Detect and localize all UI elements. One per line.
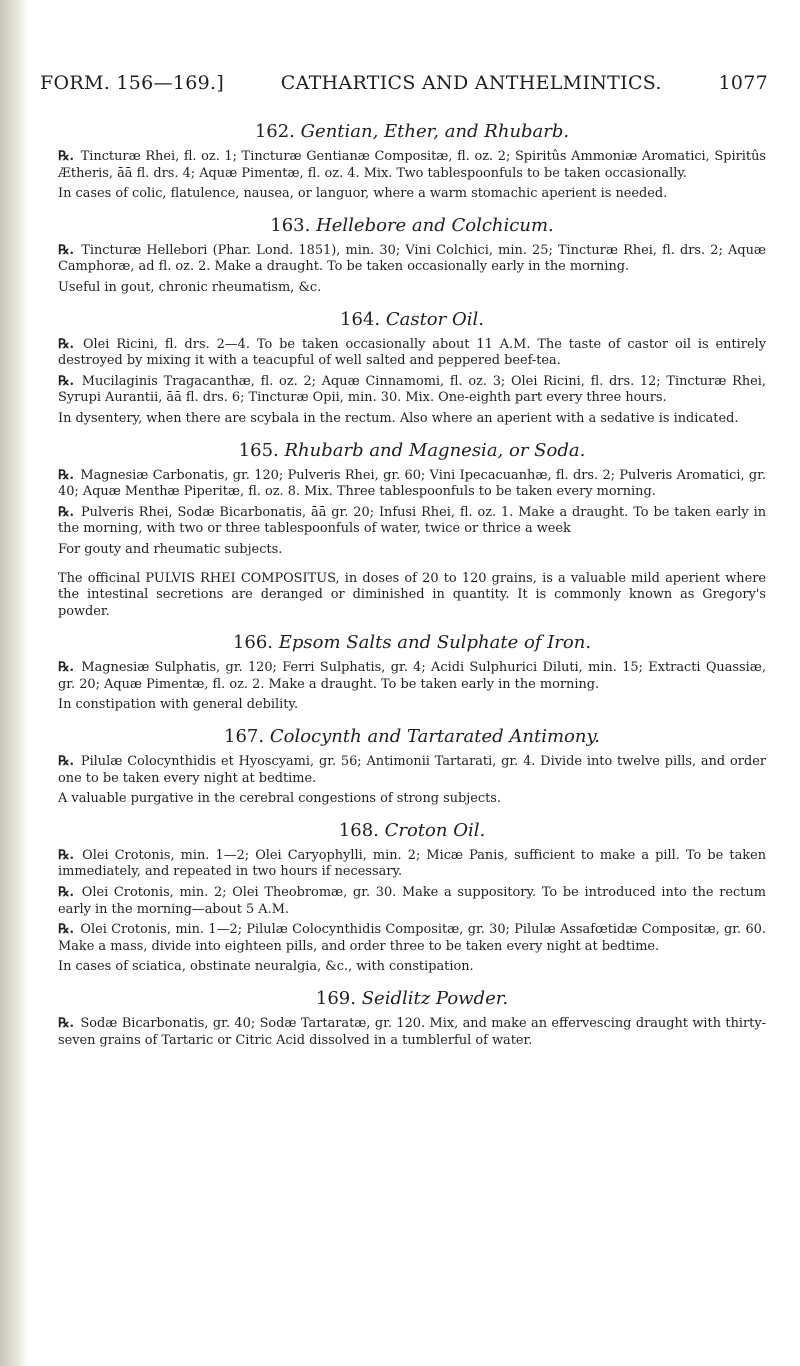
section-title: Croton Oil.	[384, 819, 486, 841]
section-title: Colocynth and Tartarated Antimony.	[269, 726, 600, 748]
prescription-paragraph	[58, 505, 766, 538]
section-number: 163.	[270, 214, 311, 236]
recipe-symbol: ℞.	[58, 1016, 75, 1031]
paragraph-text: In constipation with general debility.	[58, 697, 299, 713]
section-heading	[58, 988, 766, 1010]
paragraph-text: Pulveris Rhei, Sodæ Bicarbonatis, āā gr. 20; Infusi Rhei, fl. oz. 1. Make a draught. To be taken early in the morning, with two or three tablespoonfuls of water, twice or thrice a week	[58, 504, 766, 537]
section-number: 167.	[224, 726, 265, 748]
paragraph-text: Useful in gout, chronic rheumatism, &c.	[58, 279, 322, 295]
section-title: Seidlitz Powder.	[361, 988, 509, 1009]
section-title: Castor Oil.	[385, 308, 484, 330]
section-title: Rhubarb and Magnesia, or Soda.	[284, 439, 586, 461]
note-paragraph	[58, 411, 766, 428]
section-heading	[58, 121, 766, 143]
paragraph-text: The officinal PULVIS RHEI COMPOSITUS, in doses of 20 to 120 grains, is a valuable mild aperient where the intestinal secretions are deranged or diminished in quantity. It is commonly known as Gregory's powder.	[58, 570, 766, 619]
section-title: Epsom Salts and Sulphate of Iron.	[278, 632, 592, 654]
paragraph-text: A valuable purgative in the cerebral congestions of strong subjects.	[58, 791, 502, 807]
prescription-paragraph	[58, 885, 766, 918]
paragraph-text: Olei Crotonis, min. 2; Olei Theobromæ, gr. 30. Make a suppository. To be introduced into the rectum early in the morning—about 5 A.M.	[58, 885, 766, 917]
section-number: 164.	[340, 308, 381, 330]
page-number: 1077	[718, 72, 768, 94]
paragraph-text: Olei Crotonis, min. 1—2; Olei Caryophylli, min. 2; Micæ Panis, sufficient to make a pill. To be taken immediately, and repeated in two hours if necessary.	[58, 847, 766, 880]
note-paragraph	[58, 186, 766, 203]
prescription-paragraph	[58, 243, 766, 276]
section-heading	[58, 820, 766, 842]
recipe-symbol: ℞.	[58, 149, 75, 164]
section-heading	[58, 215, 766, 237]
section-title: Gentian, Ether, and Rhubarb.	[300, 121, 570, 142]
recipe-symbol: ℞.	[58, 242, 75, 258]
paragraph-text: Tincturæ Rhei, fl. oz. 1; Tincturæ Gentianæ Compositæ, fl. oz. 2; Spiritûs Ammoniæ Aromatici, Spiritûs Ætheris, āā fl. drs. 4; Aquæ Pimentæ, fl. oz. 4. Mix. Two tablespoonfuls to be taken occasionally.	[58, 149, 766, 181]
recipe-symbol: ℞.	[58, 373, 75, 389]
paragraph-text: For gouty and rheumatic subjects.	[58, 541, 283, 557]
section-number: 166.	[232, 632, 273, 654]
note-paragraph	[58, 542, 766, 559]
recipe-symbol: ℞.	[58, 754, 75, 770]
recipe-symbol: ℞.	[58, 467, 75, 483]
prescription-paragraph	[58, 848, 766, 881]
prescription-paragraph	[58, 468, 766, 501]
formula-section	[58, 121, 766, 203]
section-heading	[58, 440, 766, 462]
form-reference: FORM. 156—169.]	[40, 72, 225, 94]
formula-section	[58, 215, 766, 297]
page-body	[58, 121, 766, 1049]
section-number: 165.	[238, 439, 279, 461]
paragraph-text: Mucilaginis Tragacanthæ, fl. oz. 2; Aquæ Cinnamomi, fl. oz. 3; Olei Ricini, fl. drs. 12; Tincturæ Rhei, Syrupi Aurantii, āā fl. drs. 6; Tincturæ Opii, min. 30. Mix. One-eighth part every three hours.	[58, 373, 766, 406]
note-paragraph	[58, 697, 766, 714]
paragraph-text: Tincturæ Hellebori (Phar. Lond. 1851), min. 30; Vini Colchici, min. 25; Tincturæ Rhei, fl. drs. 2; Aquæ Camphoræ, ad fl. oz. 2. Make a draught. To be taken occasionally early in the morning.	[58, 242, 766, 275]
prescription-paragraph	[58, 1016, 766, 1049]
note-paragraph	[58, 959, 766, 976]
paragraph-text: Magnesiæ Carbonatis, gr. 120; Pulveris Rhei, gr. 60; Vini Ipecacuanhæ, fl. drs. 2; Pulveris Aromatici, gr. 40; Aquæ Menthæ Piperitæ, fl. oz. 8. Mix. Three tablespoonfuls to be taken every morning.	[58, 467, 766, 500]
recipe-symbol: ℞.	[58, 504, 75, 520]
section-title: Hellebore and Colchicum.	[316, 214, 554, 236]
section-heading	[58, 309, 766, 331]
paragraph-text: Sodæ Bicarbonatis, gr. 40; Sodæ Tartaratæ, gr. 120. Mix, and make an effervescing draught with thirty-seven grains of Tartaric or Citric Acid dissolved in a tumblerful of water.	[58, 1016, 766, 1048]
paragraph-text: In cases of colic, flatulence, nausea, or languor, where a warm stomachic aperient is needed.	[58, 186, 668, 202]
section-heading	[58, 632, 766, 654]
formula-section	[58, 309, 766, 428]
paragraph-text: In dysentery, when there are scybala in the rectum. Also where an aperient with a sedative is indicated.	[58, 410, 739, 426]
paragraph-text: Olei Ricini, fl. drs. 2—4. To be taken occasionally about 11 A.M. The taste of castor oil is entirely destroyed by mixing it with a teacupful of well salted and peppered beef-tea.	[58, 336, 766, 369]
formula-section	[58, 726, 766, 808]
recipe-symbol: ℞.	[58, 922, 75, 938]
running-title: CATHARTICS AND ANTHELMINTICS.	[280, 72, 662, 94]
note-paragraph	[58, 791, 766, 808]
recipe-symbol: ℞.	[58, 885, 75, 901]
recipe-symbol: ℞.	[58, 847, 75, 863]
recipe-symbol: ℞.	[58, 336, 75, 352]
section-heading	[58, 726, 766, 748]
paragraph-text: Olei Crotonis, min. 1—2; Pilulæ Colocynthidis Compositæ, gr. 30; Pilulæ Assafœtidæ Compositæ, gr. 60. Make a mass, divide into eighteen pills, and order three to be taken every night at bedtime.	[58, 922, 766, 954]
section-number: 169.	[315, 988, 356, 1009]
paragraph-text: Magnesiæ Sulphatis, gr. 120; Ferri Sulphatis, gr. 4; Acidi Sulphurici Diluti, min. 15; Extracti Quassiæ, gr. 20; Aquæ Pimentæ, fl. oz. 2. Make a draught. To be taken early in the morning.	[58, 660, 766, 692]
paragraph-text: Pilulæ Colocynthidis et Hyoscyami, gr. 56; Antimonii Tartarati, gr. 4. Divide into twelve pills, and order one to be taken every night at bedtime.	[58, 754, 766, 786]
running-header	[40, 72, 768, 94]
formula-section	[58, 988, 766, 1049]
section-number: 168.	[338, 819, 379, 841]
prescription-paragraph	[58, 922, 766, 955]
prescription-paragraph	[58, 374, 766, 407]
binding-shadow	[0, 0, 28, 1366]
prescription-paragraph	[58, 149, 766, 182]
paragraph-text: In cases of sciatica, obstinate neuralgia, &c., with constipation.	[58, 959, 474, 975]
note-paragraph	[58, 280, 766, 297]
prescription-paragraph	[58, 660, 766, 693]
formula-section	[58, 820, 766, 976]
prescription-paragraph	[58, 754, 766, 787]
note-paragraph	[58, 571, 766, 621]
formula-section	[58, 632, 766, 714]
prescription-paragraph	[58, 337, 766, 370]
recipe-symbol: ℞.	[58, 660, 75, 676]
section-number: 162.	[254, 121, 295, 142]
formula-section	[58, 440, 766, 621]
